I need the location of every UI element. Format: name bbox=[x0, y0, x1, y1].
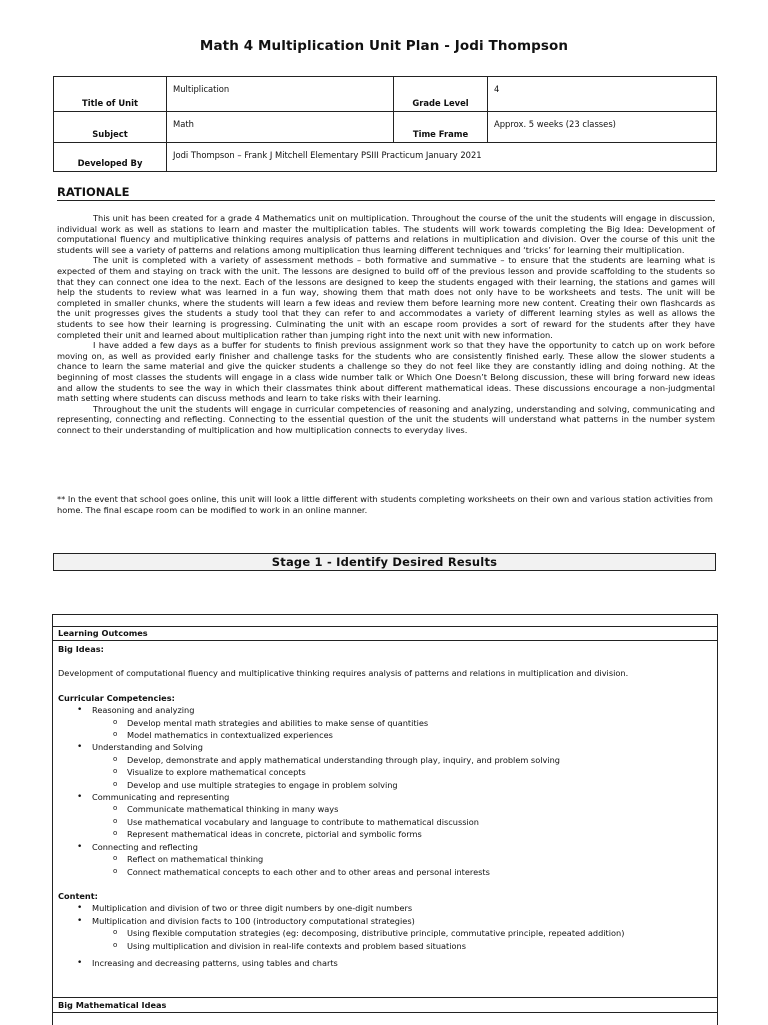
list-item: o Using multiplication and division in real-life contexts and problem based situations bbox=[113, 940, 717, 952]
list-item: o Communicate mathematical thinking in many ways bbox=[113, 803, 717, 815]
time-frame-label: Time Frame bbox=[412, 129, 469, 139]
developed-by-value: Jodi Thompson – Frank J Mitchell Elementary PSIII Practicum January 2021 bbox=[173, 150, 482, 160]
title-of-unit-cell bbox=[167, 77, 394, 112]
list-item: • Communicating and representing o Communicate mathematical thinking in many ways o Use mathematical vocabulary and language to contribute to mathematical discussion o Represent mathematical ideas in concrete, pictorial and symbolic forms bbox=[77, 791, 717, 841]
grade-level-cell bbox=[488, 77, 717, 112]
time-frame-cell bbox=[488, 112, 717, 143]
list-item: • Reasoning and analyzing o Develop mental math strategies and abilities to make sense of quantities o Model mathematics in contextualized experiences bbox=[77, 704, 717, 741]
developed-by-cell bbox=[167, 143, 717, 172]
time-frame-value: Approx. 5 weeks (23 classes) bbox=[494, 119, 616, 129]
rationale-paragraph: I have added a few days as a buffer for students to finish previous assignment work so that they have the opportunity to catch up on work before moving on, as well as provided early finisher and challenge tasks for the students who are consistently finished early. These allow the slower students a chance to learn the same material and give the quicker students a challenge so they do not feel like they are constantly idling and doing nothing. At the beginning of most classes the students will engage in a class wide number talk or Which One Doesn’t Belong discussion, these will bring forward new ideas and allow the students to see the way in which their classmates think about different mathematical ideas. These discussions encourage a non-judgmental math setting where students can discuss methods and learn to take risks with their learning. bbox=[57, 340, 715, 404]
list-item: o Using flexible computation strategies (eg: decomposing, distributive principle, commutative principle, repeated addition) bbox=[113, 927, 717, 939]
rationale-paragraph: The unit is completed with a variety of assessment methods – both formative and summative – to ensure that the students are learning what is expected of them and staying on track with the unit. The lessons are designed to build off of the previous lesson and provide scaffolding to the students so that they can connect one idea to the next. Each of the lessons are designed to keep the students engaged with their learning, the stations and games will help the students to review what was learned in a fun way, showing them that math does not only have to be worksheets and tests. The unit will be completed in smaller chunks, where the students will learn a few ideas and review them before learning more new content. Creating their own flashcards as the unit progresses gives the students a study tool that they can refer to and accommodates a variety of different learning styles as well as allows the students to see how their learning is progressing. Culminating the unit with an escape room provides a sort of reward for the students after they have completed their unit and learned about multiplication rather than jumping right into the next unit with new information. bbox=[57, 255, 715, 340]
unit-info-table bbox=[53, 76, 717, 172]
learning-outcomes-header: Learning Outcomes bbox=[53, 627, 717, 641]
list-item: • Multiplication and division of two or three digit numbers by one-digit numbers bbox=[77, 902, 717, 914]
divider bbox=[53, 1012, 717, 1013]
content-label: Content: bbox=[58, 890, 98, 901]
competencies-list bbox=[58, 704, 717, 878]
list-item: o Model mathematics in contextualized experiences bbox=[113, 729, 717, 741]
list-item: o Reflect on mathematical thinking bbox=[113, 853, 717, 865]
big-ideas-label: Big Ideas: bbox=[58, 644, 104, 654]
list-item: o Represent mathematical ideas in concrete, pictorial and symbolic forms bbox=[113, 828, 717, 840]
list-item: • Understanding and Solving o Develop, demonstrate and apply mathematical understanding through play, inquiry, and problem solving o Visualize to explore mathematical concepts o Develop and use multiple strategies to engage in problem solving bbox=[77, 741, 717, 791]
list-item: o Use mathematical vocabulary and language to contribute to mathematical discussion bbox=[113, 816, 717, 828]
list-item: • Connecting and reflecting o Reflect on mathematical thinking o Connect mathematical concepts to each other and to other areas and personal interests bbox=[77, 841, 717, 878]
time-frame-label-cell bbox=[394, 112, 488, 143]
competencies-label: Curricular Competencies: bbox=[58, 692, 175, 703]
stage-heading: Stage 1 - Identify Desired Results bbox=[53, 553, 716, 571]
grade-level-value: 4 bbox=[494, 84, 500, 94]
subject-cell bbox=[167, 112, 394, 143]
learning-outcomes-body bbox=[53, 641, 717, 969]
content-list bbox=[58, 902, 717, 969]
list-item: o Develop and use multiple strategies to engage in problem solving bbox=[113, 779, 717, 791]
grade-level-label-cell bbox=[394, 77, 488, 112]
developed-by-label-cell bbox=[54, 143, 167, 172]
online-note: ** In the event that school goes online, this unit will look a little different with students completing worksheets on their own and various station activities from home. The final escape room can be modified to work in an online manner. bbox=[57, 494, 713, 515]
list-item: o Develop mental math strategies and abilities to make sense of quantities bbox=[113, 717, 717, 729]
list-item: o Develop, demonstrate and apply mathematical understanding through play, inquiry, and problem solving bbox=[113, 754, 717, 766]
big-idea-text: Development of computational fluency and multiplicative thinking requires analysis of patterns and relations in multiplication and division. bbox=[58, 668, 629, 679]
rationale-paragraph: This unit has been created for a grade 4 Mathematics unit on multiplication. Throughout the course of the unit the students will engage in discussion, individual work as well as stations to learn and master the multiplication tables. The students will work towards completing the Big Idea: Development of computational fluency and multiplicative thinking requires analysis of patterns and relations in multiplication and division. Over the course of this unit the students will see a variety of patterns and relations among multiplication thus learning different techniques and ‘tricks’ for learning their multiplication. bbox=[57, 213, 715, 255]
list-item: • Increasing and decreasing patterns, using tables and charts bbox=[77, 957, 717, 969]
title-of-unit-value: Multiplication bbox=[173, 84, 230, 94]
grade-level-label: Grade Level bbox=[412, 98, 469, 108]
big-mathematical-ideas-header: Big Mathematical Ideas bbox=[53, 997, 717, 1013]
title-of-unit-label: Title of Unit bbox=[81, 98, 138, 108]
subject-label-cell bbox=[54, 112, 167, 143]
developed-by-label: Developed By bbox=[77, 158, 143, 168]
list-item: o Connect mathematical concepts to each other and to other areas and personal interests bbox=[113, 866, 717, 878]
list-item: o Visualize to explore mathematical concepts bbox=[113, 766, 717, 778]
rationale-body bbox=[57, 213, 715, 435]
page-title: Math 4 Multiplication Unit Plan - Jodi Thompson bbox=[199, 38, 569, 54]
rationale-heading: RATIONALE bbox=[57, 185, 715, 201]
rationale-paragraph: Throughout the unit the students will engage in curricular competencies of reasoning and analyzing, understanding and solving, communicating and representing, connecting and reflecting. Connecting to the essential question of the unit the students will understand what patterns in the number system connect to their understanding of multiplication and how multiplication connects to everyday lives. bbox=[57, 403, 715, 435]
learning-outcomes-table bbox=[52, 614, 718, 1025]
table-top-strip bbox=[53, 615, 717, 627]
subject-label: Subject bbox=[92, 129, 128, 139]
list-item: • Multiplication and division facts to 100 (introductory computational strategies) o Using flexible computation strategies (eg: decomposing, distributive principle, commutative principle, repeated addition) o Using multiplication and division in real-life contexts and problem based situations bbox=[77, 915, 717, 952]
subject-value: Math bbox=[173, 119, 194, 129]
title-of-unit-label-cell bbox=[54, 77, 167, 112]
